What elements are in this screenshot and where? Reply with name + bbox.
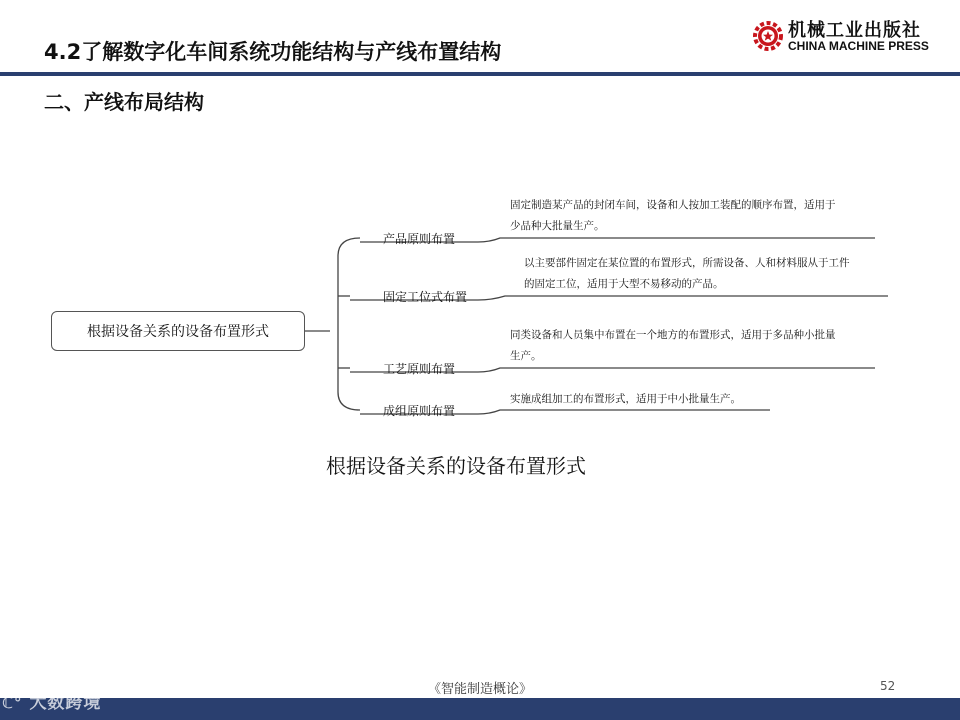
- branch-description-product: 固定制造某产品的封闭车间，设备和人按加工装配的顺序布置，适用于 少品种大批量生产。: [510, 199, 836, 232]
- branch-label-fixed-position: 固定工位式布置: [383, 290, 468, 304]
- desc-line-4: [478, 410, 770, 414]
- mindmap-root-node: 根据设备关系的设备布置形式: [51, 311, 305, 351]
- branch-label-process: 工艺原则布置: [383, 362, 456, 376]
- desc-line-2: [478, 296, 888, 300]
- publisher-name-cn: 机械工业出版社: [788, 20, 921, 41]
- section-subtitle: 二、产线布局结构: [44, 90, 204, 114]
- footer-book-title: 《智能制造概论》: [427, 682, 532, 697]
- page-number: 52: [880, 679, 896, 693]
- footer-bar: [0, 698, 960, 720]
- branch-label-group: 成组原则布置: [383, 404, 456, 418]
- publisher-name-en: CHINA MACHINE PRESS: [788, 39, 929, 53]
- watermark-text: 大数跨境: [29, 693, 102, 713]
- branch-description-process: 同类设备和人员集中布置在一个地方的布置形式，适用于多品种小批量 生产。: [510, 329, 836, 362]
- slide-title: 4.2了解数字化车间系统功能结构与产线布置结构: [44, 40, 502, 64]
- spine-connector: [338, 238, 360, 410]
- watermark: [2, 688, 101, 713]
- desc-line-1: [478, 238, 875, 242]
- branch-label-product: 产品原则布置: [383, 232, 456, 246]
- branch-description-group: 实施成组加工的布置形式，适用于中小批量生产。: [510, 393, 741, 405]
- figure-caption: 根据设备关系的设备布置形式: [326, 454, 586, 478]
- desc-line-3: [478, 368, 875, 372]
- watermark-logo-icon: ℂ°: [2, 694, 23, 712]
- branch-description-fixed-position: 以主要部件固定在某位置的布置形式，所需设备、人和材料服从于工件 的固定工位，适用于大型不易移动的产品。: [524, 257, 850, 290]
